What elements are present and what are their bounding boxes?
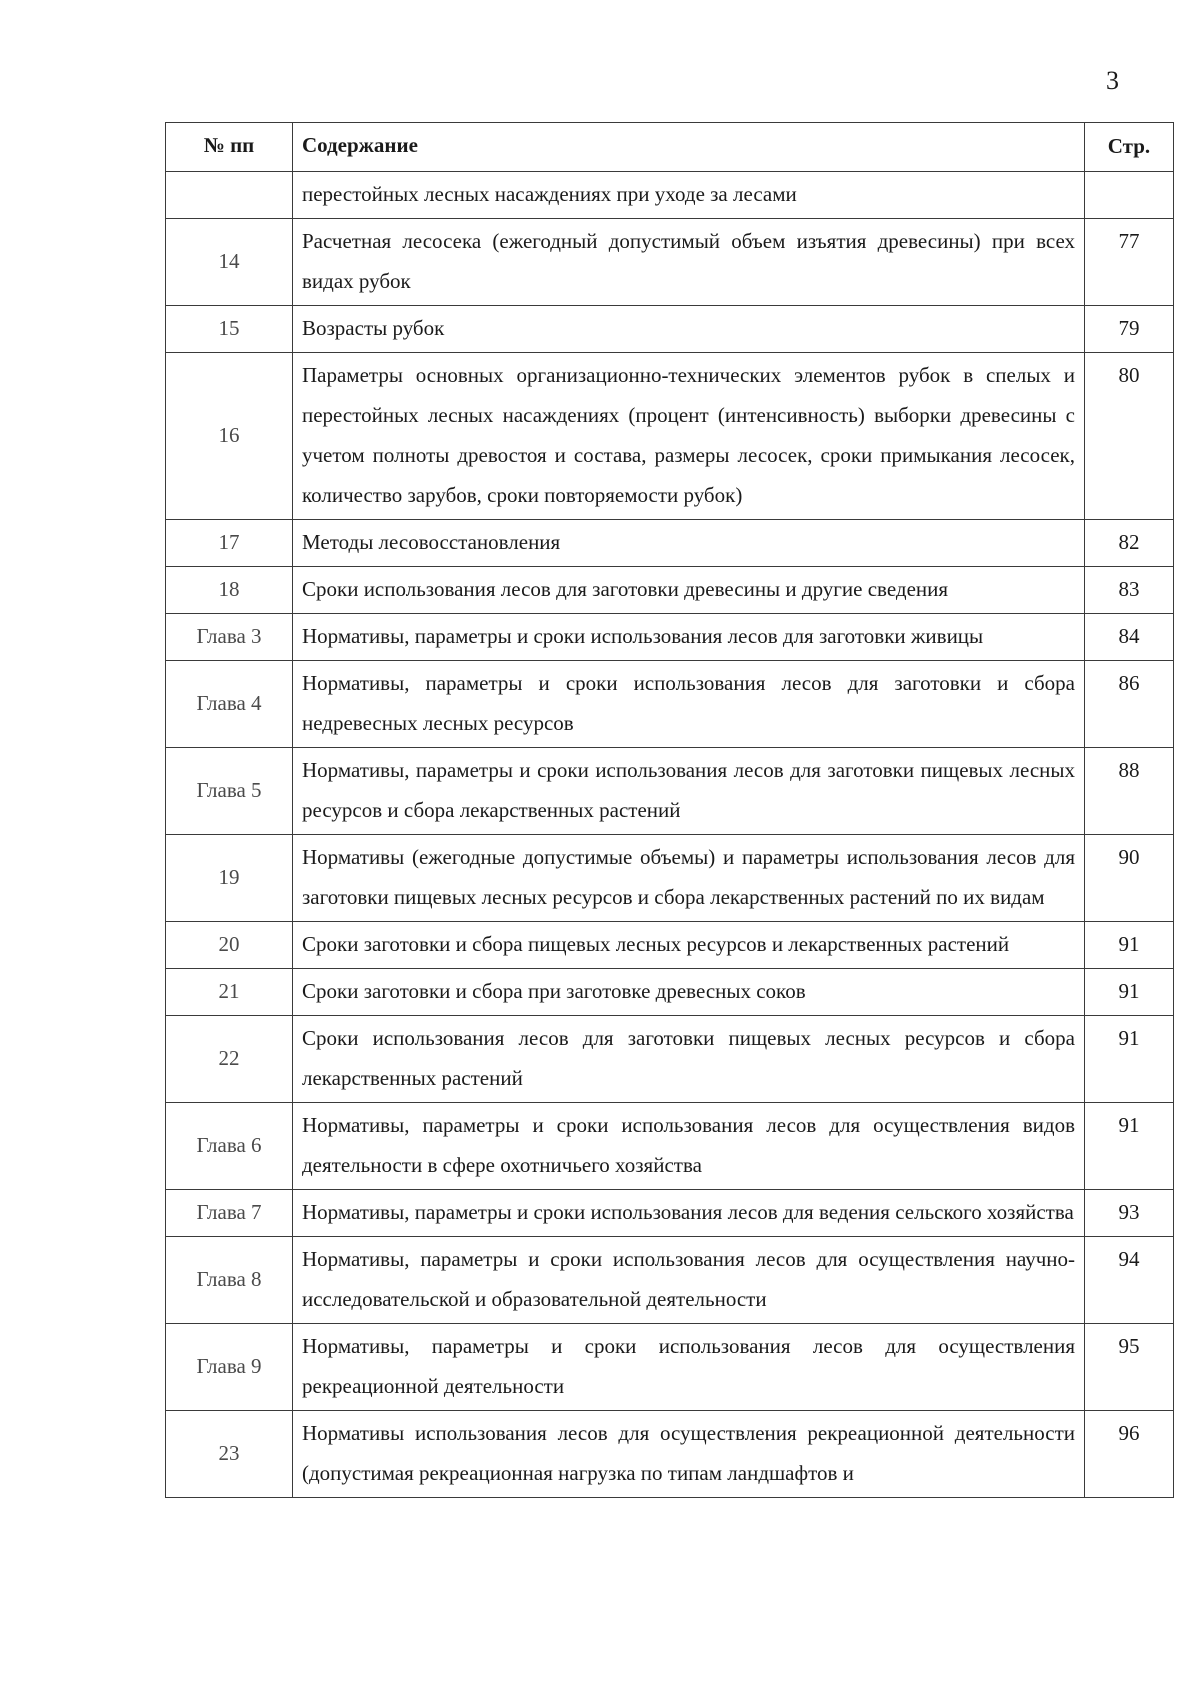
row-content: Сроки заготовки и сбора пищевых лесных ресурсов и лекарственных растений	[293, 922, 1085, 969]
row-page: 91	[1085, 1103, 1174, 1190]
row-content: Нормативы (ежегодные допустимые объемы) и параметры использования лесов для заготовки пищевых лесных ресурсов и сбора лекарственных растений по их видам	[293, 835, 1085, 922]
row-num: Глава 7	[166, 1190, 293, 1237]
table-row	[166, 1237, 1174, 1324]
table-row	[166, 922, 1174, 969]
table-row	[166, 1411, 1174, 1498]
row-num: Глава 3	[166, 614, 293, 661]
header-row	[166, 123, 1174, 172]
row-page: 83	[1085, 567, 1174, 614]
page-number: 3	[1106, 66, 1119, 95]
header-page: Стр.	[1085, 123, 1174, 172]
table-row	[166, 353, 1174, 520]
row-num: 22	[166, 1016, 293, 1103]
row-content: Параметры основных организационно-технических элементов рубок в спелых и перестойных лесных насаждениях (процент (интенсивность) выборки древесины с учетом полноты древостоя и состава, размеры лесосек, сроки примыкания лесосек, количество зарубов, сроки повторяемости рубок)	[293, 353, 1085, 520]
table-of-contents	[165, 122, 1174, 1498]
table-row	[166, 969, 1174, 1016]
row-page: 95	[1085, 1324, 1174, 1411]
row-content: Методы лесовосстановления	[293, 520, 1085, 567]
row-content: Нормативы, параметры и сроки использования лесов для заготовки живицы	[293, 614, 1085, 661]
row-content: перестойных лесных насаждениях при уходе за лесами	[293, 172, 1085, 219]
row-content: Нормативы, параметры и сроки использования лесов для осуществления рекреационной деятельности	[293, 1324, 1085, 1411]
row-page: 91	[1085, 922, 1174, 969]
row-page: 93	[1085, 1190, 1174, 1237]
table-row	[166, 614, 1174, 661]
row-page: 79	[1085, 306, 1174, 353]
row-num: 18	[166, 567, 293, 614]
row-num: 14	[166, 219, 293, 306]
row-content: Возрасты рубок	[293, 306, 1085, 353]
row-content: Сроки использования лесов для заготовки пищевых лесных ресурсов и сбора лекарственных растений	[293, 1016, 1085, 1103]
row-num: 15	[166, 306, 293, 353]
row-page: 86	[1085, 661, 1174, 748]
row-page: 90	[1085, 835, 1174, 922]
row-num: Глава 4	[166, 661, 293, 748]
table-row	[166, 172, 1174, 219]
row-num: 20	[166, 922, 293, 969]
row-content: Нормативы, параметры и сроки использования лесов для заготовки и сбора недревесных лесных ресурсов	[293, 661, 1085, 748]
row-content: Нормативы, параметры и сроки использования лесов для осуществления научно-исследовательской и образовательной деятельности	[293, 1237, 1085, 1324]
table-row	[166, 661, 1174, 748]
row-page: 77	[1085, 219, 1174, 306]
row-page: 91	[1085, 969, 1174, 1016]
row-page: 80	[1085, 353, 1174, 520]
row-content: Нормативы, параметры и сроки использования лесов для заготовки пищевых лесных ресурсов и сбора лекарственных растений	[293, 748, 1085, 835]
row-num: Глава 5	[166, 748, 293, 835]
row-page: 91	[1085, 1016, 1174, 1103]
row-content: Сроки заготовки и сбора при заготовке древесных соков	[293, 969, 1085, 1016]
row-num: 16	[166, 353, 293, 520]
row-content: Нормативы, параметры и сроки использования лесов для осуществления видов деятельности в сфере охотничьего хозяйства	[293, 1103, 1085, 1190]
header-content: Содержание	[293, 123, 1085, 172]
row-num: 21	[166, 969, 293, 1016]
row-page	[1085, 172, 1174, 219]
row-page: 94	[1085, 1237, 1174, 1324]
row-num: 19	[166, 835, 293, 922]
row-page: 82	[1085, 520, 1174, 567]
table-row	[166, 520, 1174, 567]
row-num: Глава 9	[166, 1324, 293, 1411]
table-row	[166, 1324, 1174, 1411]
row-content: Нормативы, параметры и сроки использования лесов для ведения сельского хозяйства	[293, 1190, 1085, 1237]
row-num: 17	[166, 520, 293, 567]
row-num: Глава 8	[166, 1237, 293, 1324]
row-num: Глава 6	[166, 1103, 293, 1190]
row-content: Расчетная лесосека (ежегодный допустимый объем изъятия древесины) при всех видах рубок	[293, 219, 1085, 306]
table-row	[166, 835, 1174, 922]
row-page: 84	[1085, 614, 1174, 661]
header-num: № пп	[166, 123, 293, 172]
row-page: 96	[1085, 1411, 1174, 1498]
table-row	[166, 1016, 1174, 1103]
row-page: 88	[1085, 748, 1174, 835]
table-row	[166, 219, 1174, 306]
row-num: 23	[166, 1411, 293, 1498]
table-row	[166, 748, 1174, 835]
table-row	[166, 567, 1174, 614]
table-row	[166, 1190, 1174, 1237]
row-num	[166, 172, 293, 219]
row-content: Нормативы использования лесов для осуществления рекреационной деятельности (допустимая рекреационная нагрузка по типам ландшафтов и	[293, 1411, 1085, 1498]
table-row	[166, 1103, 1174, 1190]
table-row	[166, 306, 1174, 353]
row-content: Сроки использования лесов для заготовки древесины и другие сведения	[293, 567, 1085, 614]
